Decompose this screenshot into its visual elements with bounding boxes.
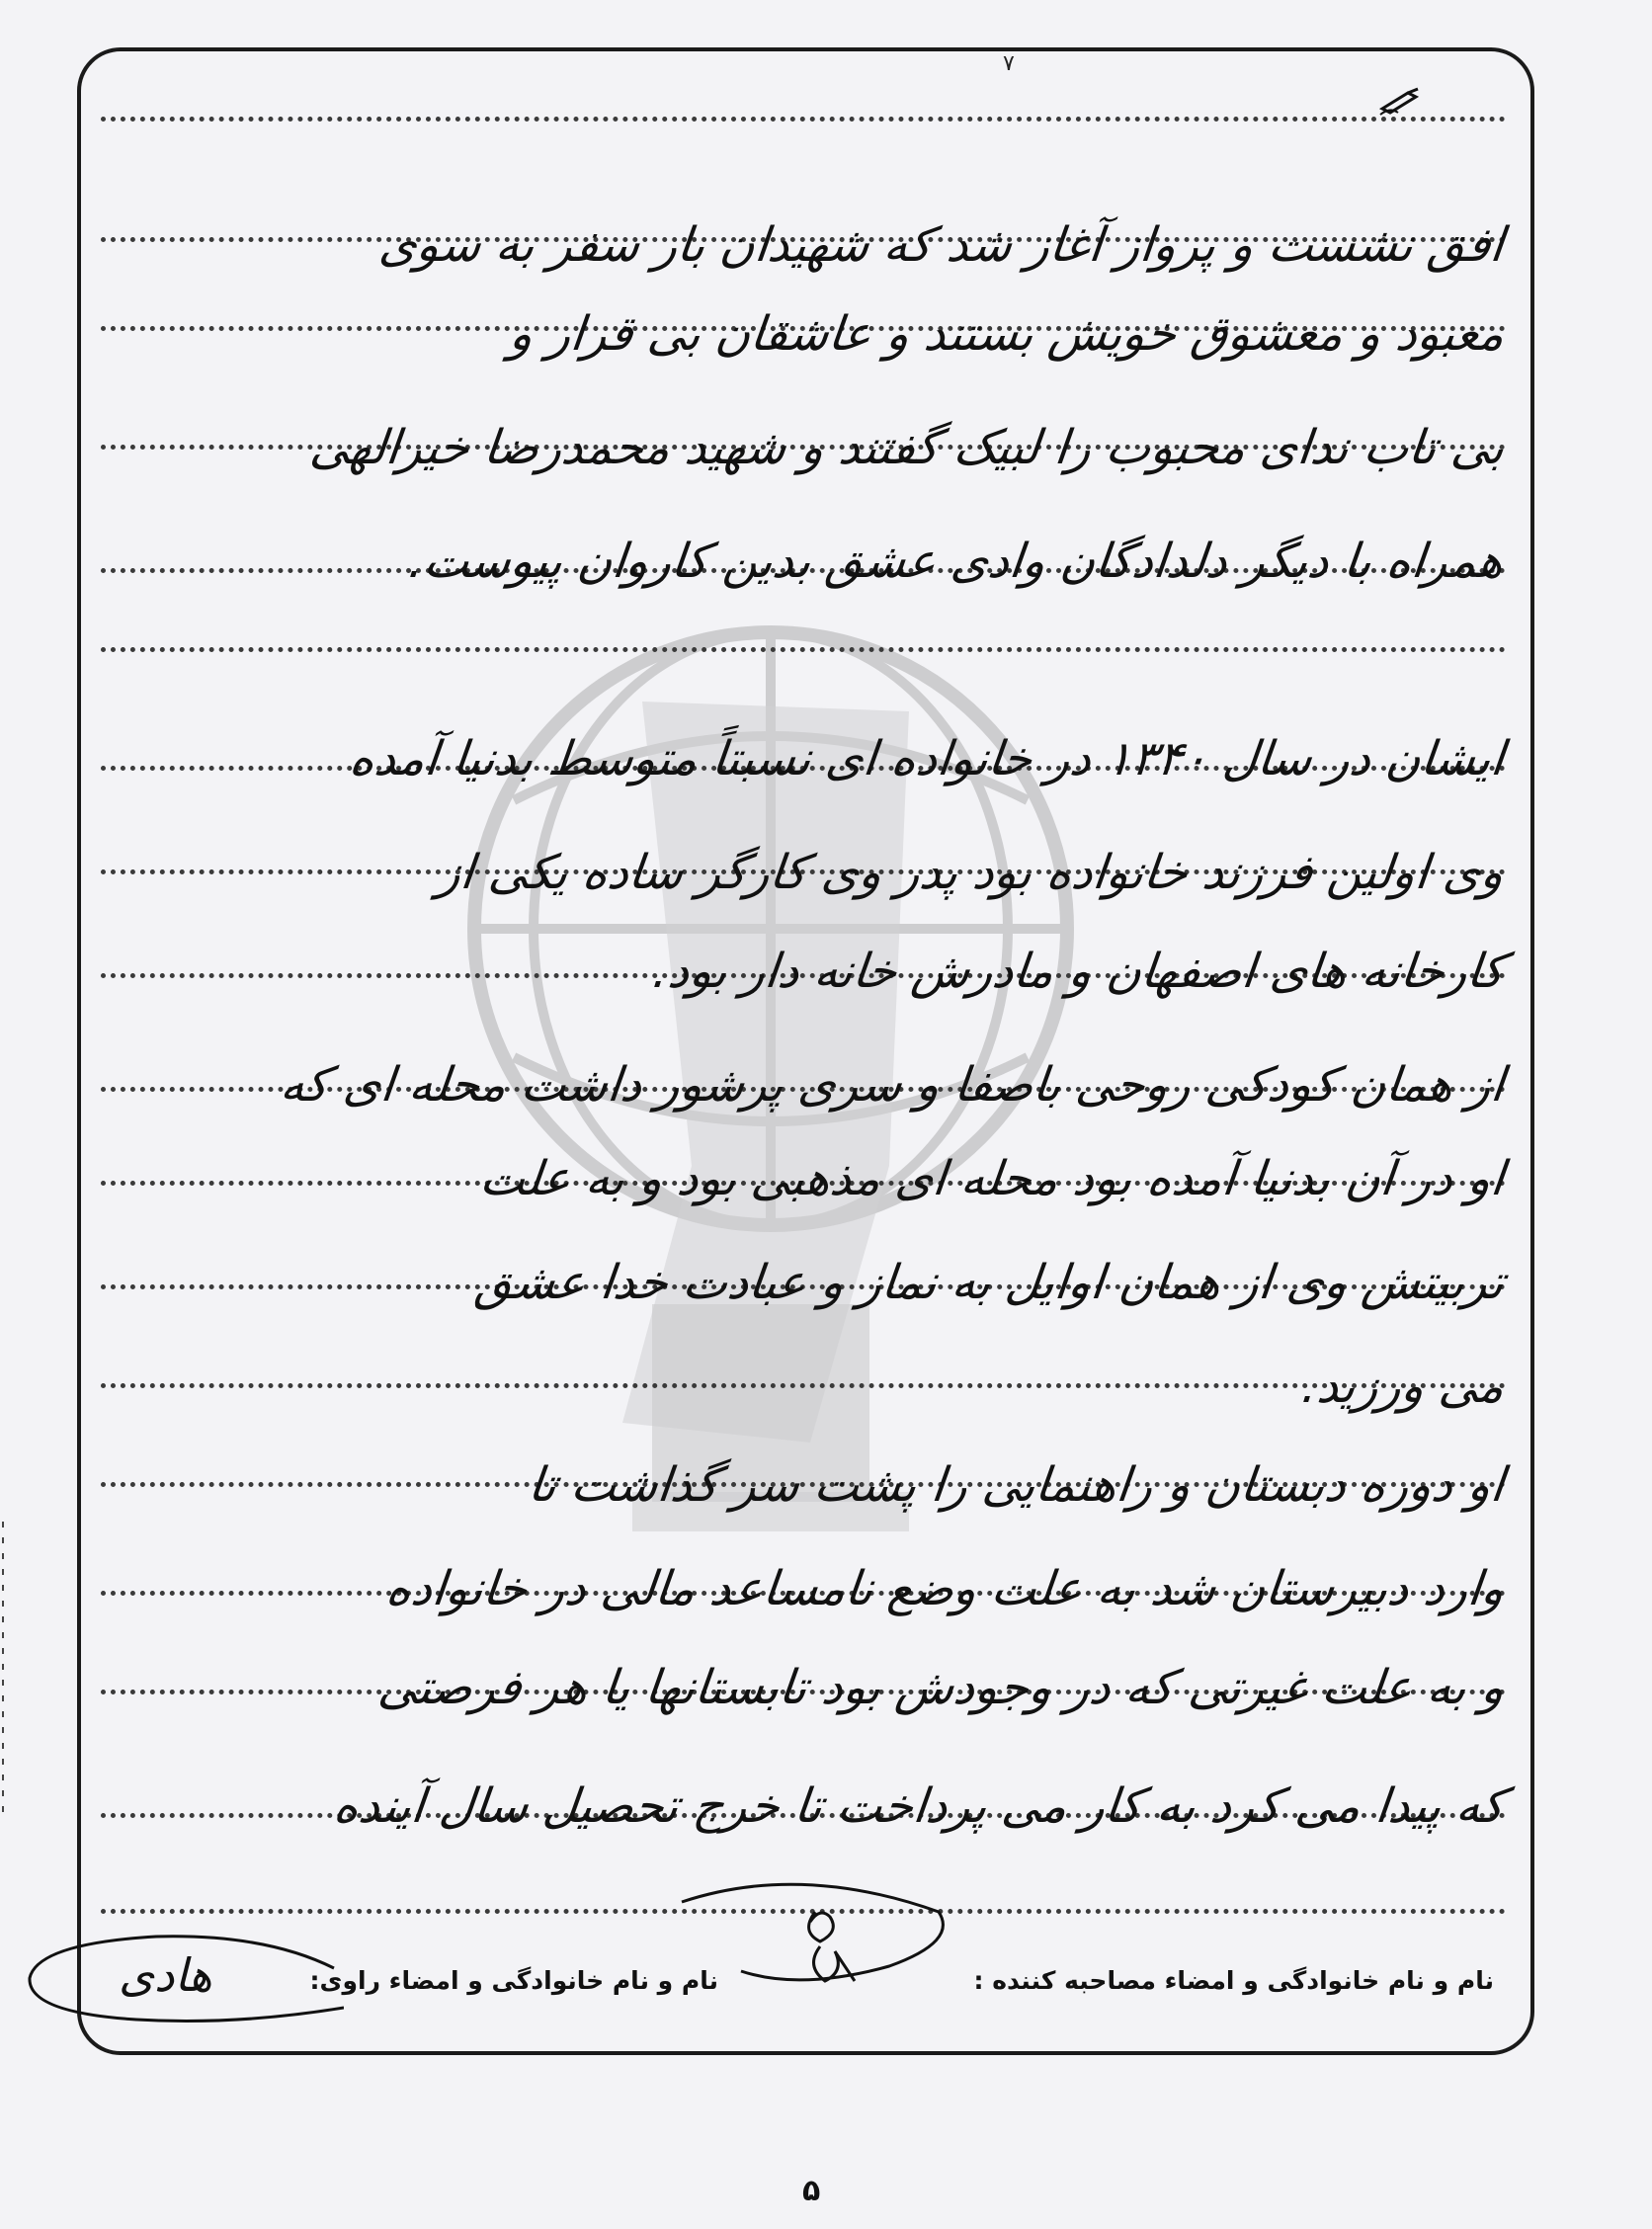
edge-scan-mark [0, 1522, 8, 1818]
interviewer-signature-label: نام و نام خانوادگی و امضاء مصاحبه کننده : [973, 1966, 1494, 1995]
handwritten-line: افق نشست و پرواز آغاز شد که شهیدان بار سفر به سوی [376, 217, 1507, 273]
page-number: ۵ [802, 2174, 821, 2208]
top-mark: ۷ [1003, 51, 1015, 76]
handwritten-line: و به علت غیرتی که در وجودش بود تابستانها یا هر فرصتی [374, 1660, 1507, 1715]
handwritten-line: که پیدا می کرد به کار می پرداخت تا خرج تحصیل سال آینده [330, 1778, 1507, 1834]
handwritten-line: همراه با دیگر دلدادگان وادی عشق بدین کاروان پیوست. [406, 534, 1507, 589]
ruled-line [101, 1383, 1506, 1388]
handwritten-line: وی اولین فرزند خانواده بود پدر وی کارگر ساده یکی از [435, 845, 1507, 900]
handwritten-line: تربیتش وی از همان اوایل به نماز و عبادت خدا عشق [472, 1255, 1507, 1310]
pen-icon [1378, 87, 1422, 117]
handwritten-line: او در آن بدنیا آمده بود محله ای مذهبی بود و به علت [476, 1151, 1507, 1206]
ruled-line [101, 117, 1506, 122]
handwritten-line: می ورزید. [1298, 1359, 1507, 1414]
handwritten-line: معبود و معشوق خویش بستند و عاشقان بی قرار و [506, 306, 1507, 362]
ruled-line [101, 647, 1506, 652]
handwritten-line: ایشان در سال ۱۳۴۰ در خانواده ای نسبتاً متوسط بدنیا آمده [346, 731, 1507, 786]
handwritten-line: از همان کودکی روحی باصفا و سری پرشور داشت محله ای که [277, 1057, 1507, 1113]
handwritten-line: کارخانه های اصفهان و مادرش خانه دار بود. [649, 944, 1507, 999]
narrator-signature-label: نام و نام خانوادگی و امضاء راوی: [309, 1966, 718, 1995]
signature-mark [642, 1872, 968, 2001]
handwritten-line: او دوره دبستان و راهنمایی را پشت سر گذاشت تا [525, 1457, 1507, 1513]
narrator-name: هادی [119, 1948, 212, 2002]
handwritten-line: وارد دبیرستان شد به علت وضع نامساعد مالی در خانواده [382, 1561, 1507, 1616]
handwritten-line: بی تاب ندای محبوب را لبیک گفتند و شهید محمدرضا خیرالهی [306, 420, 1507, 475]
